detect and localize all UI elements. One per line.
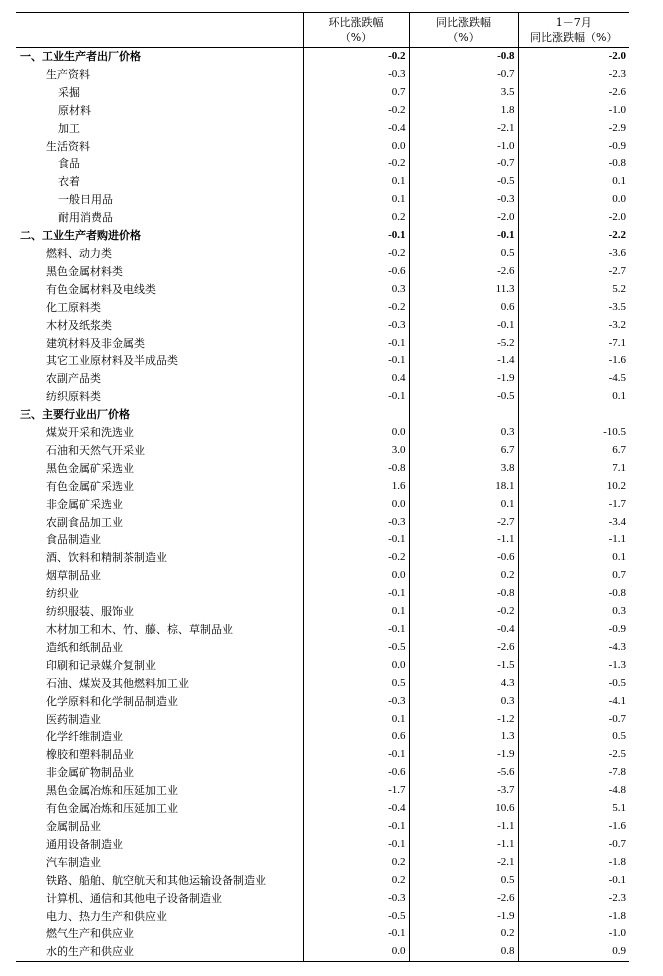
row-mom-value: -0.3 bbox=[303, 693, 409, 711]
row-ytd-value: -0.5 bbox=[608, 676, 626, 689]
row-mom-value: -0.2 bbox=[303, 549, 409, 567]
row-mom-value: 0.4 bbox=[303, 370, 409, 388]
row-mom-value: -0.2 bbox=[303, 299, 409, 317]
table-row bbox=[16, 925, 629, 943]
row-yoy-value: -0.7 bbox=[409, 66, 518, 84]
row-name: 纺织服装、服饰业 bbox=[16, 603, 303, 621]
row-mom-value: 1.6 bbox=[303, 478, 409, 496]
row-yoy-value: -0.8 bbox=[409, 585, 518, 603]
row-name: 二、工业生产者购进价格 bbox=[16, 227, 303, 245]
table-row bbox=[16, 120, 629, 138]
row-name: 电力、热力生产和供应业 bbox=[16, 908, 303, 926]
row-yoy-value: -1.0 bbox=[409, 138, 518, 156]
row-mom-value: -0.1 bbox=[303, 531, 409, 549]
row-yoy-value: -2.6 bbox=[409, 263, 518, 281]
row-name: 耐用消费品 bbox=[16, 209, 303, 227]
row-ytd-value: 0.9 bbox=[518, 943, 629, 961]
row-ytd-value: -0.7 bbox=[608, 837, 626, 850]
row-mom-value: -1.7 bbox=[303, 782, 409, 800]
row-mom-value: 0.1 bbox=[303, 191, 409, 209]
row-name: 燃料、动力类 bbox=[16, 245, 303, 263]
row-name: 金属制品业 bbox=[16, 818, 303, 836]
row-mom-value: -0.1 bbox=[303, 621, 409, 639]
row-name: 木材及纸浆类 bbox=[16, 317, 303, 335]
row-yoy-value: -0.7 bbox=[409, 155, 518, 173]
row-ytd-value: -3.2 bbox=[608, 318, 626, 331]
row-yoy-value: -2.0 bbox=[409, 209, 518, 227]
row-yoy-value: 10.6 bbox=[409, 800, 518, 818]
row-mom-value: 0.6 bbox=[303, 728, 409, 746]
row-name: 造纸和纸制品业 bbox=[16, 639, 303, 657]
row-ytd-value: -0.8 bbox=[608, 157, 626, 170]
table-row bbox=[16, 209, 629, 227]
table-row bbox=[16, 102, 629, 120]
row-mom-value: -0.1 bbox=[303, 335, 409, 353]
row-name: 有色金属材料及电线类 bbox=[16, 281, 303, 299]
row-ytd-value: -1.7 bbox=[608, 497, 626, 510]
table-row bbox=[16, 191, 629, 209]
row-yoy-value: -1.9 bbox=[409, 370, 518, 388]
row-name: 煤炭开采和洗选业 bbox=[16, 424, 303, 442]
row-yoy-value: 4.3 bbox=[409, 675, 518, 693]
table-header bbox=[16, 13, 629, 48]
row-name: 通用设备制造业 bbox=[16, 836, 303, 854]
row-yoy-value: 0.2 bbox=[409, 925, 518, 943]
row-ytd-value: -2.6 bbox=[608, 85, 626, 98]
row-yoy-value: 0.2 bbox=[409, 567, 518, 585]
row-ytd-value: -0.9 bbox=[608, 623, 626, 635]
row-yoy-value: 3.8 bbox=[409, 460, 518, 478]
table-row bbox=[16, 173, 629, 191]
row-ytd-value: -1.3 bbox=[608, 658, 626, 671]
row-yoy-value: -0.3 bbox=[409, 191, 518, 209]
row-mom-value: 0.0 bbox=[303, 424, 409, 442]
row-ytd-value: -0.1 bbox=[608, 873, 626, 886]
header-mom bbox=[303, 13, 409, 48]
row-yoy-value: -2.1 bbox=[409, 854, 518, 872]
row-yoy-value: -5.6 bbox=[409, 764, 518, 782]
row-name: 化学原料和化学制品制造业 bbox=[16, 693, 303, 711]
row-ytd-value: -3.5 bbox=[608, 300, 626, 313]
row-yoy-value: -0.5 bbox=[409, 388, 518, 406]
table-row bbox=[16, 818, 629, 836]
table-row bbox=[16, 549, 629, 567]
table-row bbox=[16, 352, 629, 370]
table-row bbox=[16, 567, 629, 585]
table-row bbox=[16, 299, 629, 317]
table-row bbox=[16, 424, 629, 442]
table-row bbox=[16, 782, 629, 800]
header-ytd-line2: 同比涨跌幅（%） bbox=[530, 31, 618, 44]
row-yoy-value: -1.1 bbox=[409, 818, 518, 836]
row-yoy-value: 1.8 bbox=[409, 102, 518, 120]
row-ytd-value: -2.0 bbox=[608, 211, 626, 224]
row-name: 加工 bbox=[16, 120, 303, 138]
header-yoy-line1: 同比涨跌幅 bbox=[436, 16, 491, 29]
row-name: 建筑材料及非金属类 bbox=[16, 335, 303, 353]
row-mom-value: -0.2 bbox=[303, 155, 409, 173]
row-name: 原材料 bbox=[16, 102, 303, 120]
row-ytd-value: -4.1 bbox=[608, 694, 626, 707]
row-mom-value: 0.3 bbox=[303, 281, 409, 299]
table-row bbox=[16, 728, 629, 746]
row-ytd-value: -4.5 bbox=[608, 372, 626, 385]
row-yoy-value: -1.9 bbox=[409, 746, 518, 764]
row-ytd-value: 5.2 bbox=[612, 282, 626, 295]
row-yoy-value bbox=[409, 406, 518, 424]
table-row bbox=[16, 711, 629, 729]
row-yoy-value: 0.8 bbox=[409, 943, 518, 961]
row-ytd-value: -2.3 bbox=[608, 891, 626, 904]
header-mom-line2: （%） bbox=[339, 31, 373, 44]
row-mom-value: 0.1 bbox=[303, 711, 409, 729]
row-ytd-value: 0.1 bbox=[612, 390, 626, 403]
row-ytd-value: 7.1 bbox=[612, 461, 626, 474]
row-name: 一、工业生产者出厂价格 bbox=[16, 48, 303, 66]
row-ytd-value: -1.0 bbox=[608, 103, 626, 116]
row-mom-value: 0.1 bbox=[303, 603, 409, 621]
row-mom-value: -0.2 bbox=[303, 102, 409, 120]
table-row bbox=[16, 836, 629, 854]
row-name: 医药制造业 bbox=[16, 711, 303, 729]
row-yoy-value: -3.7 bbox=[409, 782, 518, 800]
row-name: 石油和天然气开采业 bbox=[16, 442, 303, 460]
row-mom-value: -0.5 bbox=[303, 908, 409, 926]
header-row bbox=[16, 13, 629, 48]
row-ytd-value: -1.6 bbox=[608, 354, 626, 367]
row-name: 生产资料 bbox=[16, 66, 303, 84]
row-ytd-value: -2.0 bbox=[608, 50, 626, 62]
row-ytd-value: -3.6 bbox=[608, 246, 626, 259]
row-ytd-value: 0.1 bbox=[612, 175, 626, 188]
row-ytd-value: -0.7 bbox=[608, 712, 626, 725]
table-row bbox=[16, 621, 629, 639]
table-row bbox=[16, 764, 629, 782]
row-yoy-value: 0.5 bbox=[409, 245, 518, 263]
table-row bbox=[16, 746, 629, 764]
row-mom-value: -0.1 bbox=[303, 925, 409, 943]
table-row bbox=[16, 675, 629, 693]
row-mom-value: -0.1 bbox=[303, 388, 409, 406]
table-row bbox=[16, 370, 629, 388]
row-ytd-value: 0.1 bbox=[612, 551, 626, 564]
row-name: 化学纤维制造业 bbox=[16, 728, 303, 746]
table-row bbox=[16, 388, 629, 406]
row-ytd-value: -7.1 bbox=[608, 336, 626, 349]
row-mom-value: -0.3 bbox=[303, 66, 409, 84]
row-mom-value: 0.0 bbox=[303, 943, 409, 961]
row-mom-value: -0.1 bbox=[303, 836, 409, 854]
row-yoy-value: -0.8 bbox=[409, 48, 518, 66]
row-name: 水的生产和供应业 bbox=[16, 943, 303, 961]
row-name: 非金属矿物制品业 bbox=[16, 764, 303, 782]
row-mom-value: -0.1 bbox=[303, 746, 409, 764]
row-ytd-value: 0.3 bbox=[612, 605, 626, 618]
row-yoy-value: 1.3 bbox=[409, 728, 518, 746]
row-name: 生活资料 bbox=[16, 138, 303, 156]
row-mom-value: -0.3 bbox=[303, 514, 409, 532]
table-row bbox=[16, 943, 629, 961]
row-name: 木材加工和木、竹、藤、棕、草制品业 bbox=[16, 621, 303, 639]
row-name: 橡胶和塑料制品业 bbox=[16, 746, 303, 764]
row-yoy-value: -1.9 bbox=[409, 908, 518, 926]
row-yoy-value: -0.1 bbox=[409, 317, 518, 335]
row-ytd-value: -1.6 bbox=[608, 819, 626, 832]
row-yoy-value: -0.2 bbox=[409, 603, 518, 621]
row-name: 一般日用品 bbox=[16, 191, 303, 209]
table-row bbox=[16, 281, 629, 299]
row-mom-value: -0.2 bbox=[303, 245, 409, 263]
row-name: 食品 bbox=[16, 155, 303, 173]
row-name: 黑色金属冶炼和压延加工业 bbox=[16, 782, 303, 800]
table-row bbox=[16, 514, 629, 532]
table-row bbox=[16, 335, 629, 353]
row-mom-value: 0.2 bbox=[303, 872, 409, 890]
row-yoy-value: -1.1 bbox=[409, 836, 518, 854]
row-name: 纺织原料类 bbox=[16, 388, 303, 406]
row-ytd-value: 0.0 bbox=[612, 193, 626, 206]
table-row bbox=[16, 603, 629, 621]
header-ytd bbox=[518, 13, 629, 48]
row-name: 纺织业 bbox=[16, 585, 303, 603]
row-name: 有色金属冶炼和压延加工业 bbox=[16, 800, 303, 818]
header-ytd-line1: 1－7月 bbox=[555, 16, 592, 29]
row-yoy-value: -2.6 bbox=[409, 890, 518, 908]
row-yoy-value: 0.3 bbox=[409, 424, 518, 442]
row-mom-value: -0.6 bbox=[303, 263, 409, 281]
row-mom-value: -0.1 bbox=[303, 818, 409, 836]
table-row bbox=[16, 639, 629, 657]
row-mom-value: -0.4 bbox=[303, 800, 409, 818]
row-yoy-value: -0.6 bbox=[409, 549, 518, 567]
row-mom-value: 0.5 bbox=[303, 675, 409, 693]
row-name: 黑色金属矿采选业 bbox=[16, 460, 303, 478]
row-ytd-value: -2.2 bbox=[608, 229, 626, 242]
row-mom-value: -0.8 bbox=[303, 460, 409, 478]
table-row bbox=[16, 442, 629, 460]
row-name: 食品制造业 bbox=[16, 531, 303, 549]
row-yoy-value: 3.5 bbox=[409, 84, 518, 102]
table-row bbox=[16, 890, 629, 908]
row-mom-value: -0.4 bbox=[303, 120, 409, 138]
header-item bbox=[16, 13, 303, 48]
row-name: 计算机、通信和其他电子设备制造业 bbox=[16, 890, 303, 908]
header-yoy bbox=[409, 13, 518, 48]
row-yoy-value: -0.1 bbox=[409, 227, 518, 245]
table-row bbox=[16, 155, 629, 173]
row-yoy-value: 0.6 bbox=[409, 299, 518, 317]
row-name: 农副产品类 bbox=[16, 370, 303, 388]
table-row bbox=[16, 460, 629, 478]
row-mom-value: -0.1 bbox=[303, 585, 409, 603]
row-yoy-value: -1.1 bbox=[409, 531, 518, 549]
row-mom-value: 0.2 bbox=[303, 209, 409, 227]
table-row bbox=[16, 317, 629, 335]
table-row bbox=[16, 263, 629, 281]
row-mom-value: -0.5 bbox=[303, 639, 409, 657]
row-ytd-value bbox=[518, 406, 629, 424]
table-row bbox=[16, 496, 629, 514]
row-ytd-value: -2.3 bbox=[608, 67, 626, 80]
row-yoy-value: -2.1 bbox=[409, 120, 518, 138]
table-row bbox=[16, 693, 629, 711]
header-mom-line1: 环比涨跌幅 bbox=[328, 16, 384, 29]
row-mom-value: 0.2 bbox=[303, 854, 409, 872]
row-mom-value: -0.1 bbox=[303, 352, 409, 370]
table-row bbox=[16, 138, 629, 156]
row-ytd-value: 0.7 bbox=[612, 569, 626, 582]
row-yoy-value: -0.5 bbox=[409, 173, 518, 191]
table-row bbox=[16, 48, 629, 66]
row-name: 其它工业原材料及半成品类 bbox=[16, 352, 303, 370]
row-yoy-value: -2.6 bbox=[409, 639, 518, 657]
row-name: 化工原料类 bbox=[16, 299, 303, 317]
row-yoy-value: 0.5 bbox=[409, 872, 518, 890]
row-yoy-value: 18.1 bbox=[409, 478, 518, 496]
row-name: 汽车制造业 bbox=[16, 854, 303, 872]
table-row bbox=[16, 245, 629, 263]
row-mom-value: 0.1 bbox=[303, 173, 409, 191]
table-row bbox=[16, 657, 629, 675]
row-ytd-value: -3.4 bbox=[608, 515, 626, 528]
row-name: 烟草制品业 bbox=[16, 567, 303, 585]
row-ytd-value: 6.7 bbox=[612, 443, 626, 456]
row-name: 三、主要行业出厂价格 bbox=[16, 406, 303, 424]
table-row bbox=[16, 585, 629, 603]
table-row bbox=[16, 531, 629, 549]
row-mom-value: 0.0 bbox=[303, 496, 409, 514]
table-row bbox=[16, 800, 629, 818]
row-name: 衣着 bbox=[16, 173, 303, 191]
header-yoy-line2: （%） bbox=[447, 31, 480, 44]
table-row bbox=[16, 854, 629, 872]
row-yoy-value: -0.4 bbox=[409, 621, 518, 639]
table-row bbox=[16, 478, 629, 496]
row-ytd-value: -1.0 bbox=[608, 927, 626, 940]
row-yoy-value: -1.5 bbox=[409, 657, 518, 675]
row-mom-value: -0.1 bbox=[303, 227, 409, 245]
row-name: 铁路、船舶、航空航天和其他运输设备制造业 bbox=[16, 872, 303, 890]
row-mom-value: 0.0 bbox=[303, 567, 409, 585]
row-name: 采掘 bbox=[16, 84, 303, 102]
table-row bbox=[16, 908, 629, 926]
row-mom-value bbox=[303, 406, 409, 424]
row-name: 黑色金属材料类 bbox=[16, 263, 303, 281]
row-ytd-value: -1.1 bbox=[608, 533, 626, 546]
table-row bbox=[16, 227, 629, 245]
row-ytd-value: 10.2 bbox=[606, 479, 626, 492]
row-mom-value: 3.0 bbox=[303, 442, 409, 460]
row-yoy-value: -5.2 bbox=[409, 335, 518, 353]
row-ytd-value: 0.5 bbox=[612, 730, 626, 743]
price-table-container bbox=[16, 12, 629, 962]
row-mom-value: 0.0 bbox=[303, 138, 409, 156]
row-mom-value: 0.0 bbox=[303, 657, 409, 675]
row-ytd-value: -4.3 bbox=[608, 640, 626, 653]
row-mom-value: -0.6 bbox=[303, 764, 409, 782]
table-row bbox=[16, 872, 629, 890]
table-row bbox=[16, 66, 629, 84]
row-ytd-value: -2.7 bbox=[608, 264, 626, 277]
row-name: 石油、煤炭及其他燃料加工业 bbox=[16, 675, 303, 693]
row-mom-value: -0.3 bbox=[303, 317, 409, 335]
table-body bbox=[16, 48, 629, 962]
row-mom-value: -0.3 bbox=[303, 890, 409, 908]
row-name: 燃气生产和供应业 bbox=[16, 925, 303, 943]
row-ytd-value: -7.8 bbox=[608, 766, 626, 779]
row-name: 非金属矿采选业 bbox=[16, 496, 303, 514]
row-ytd-value: 5.1 bbox=[612, 802, 626, 815]
row-yoy-value: 6.7 bbox=[409, 442, 518, 460]
row-name: 印刷和记录媒介复制业 bbox=[16, 657, 303, 675]
price-index-table bbox=[16, 12, 629, 962]
row-ytd-value: -0.9 bbox=[608, 139, 626, 152]
row-yoy-value: 0.1 bbox=[409, 496, 518, 514]
row-yoy-value: 0.3 bbox=[409, 693, 518, 711]
row-mom-value: 0.7 bbox=[303, 84, 409, 102]
row-name: 酒、饮料和精制茶制造业 bbox=[16, 549, 303, 567]
row-name: 农副食品加工业 bbox=[16, 514, 303, 532]
row-yoy-value: -1.2 bbox=[409, 711, 518, 729]
row-yoy-value: -1.4 bbox=[409, 352, 518, 370]
row-ytd-value: -1.8 bbox=[608, 855, 626, 868]
row-mom-value: -0.2 bbox=[303, 48, 409, 66]
row-ytd-value: -0.8 bbox=[608, 587, 626, 600]
row-name: 有色金属矿采选业 bbox=[16, 478, 303, 496]
row-yoy-value: -2.7 bbox=[409, 514, 518, 532]
table-row bbox=[16, 84, 629, 102]
row-yoy-value: 11.3 bbox=[409, 281, 518, 299]
row-ytd-value: -10.5 bbox=[603, 426, 626, 439]
row-ytd-value: -4.8 bbox=[608, 784, 626, 797]
row-ytd-value: -1.8 bbox=[608, 909, 626, 922]
table-row bbox=[16, 406, 629, 424]
row-ytd-value: -2.9 bbox=[608, 121, 626, 134]
row-ytd-value: -2.5 bbox=[608, 748, 626, 761]
